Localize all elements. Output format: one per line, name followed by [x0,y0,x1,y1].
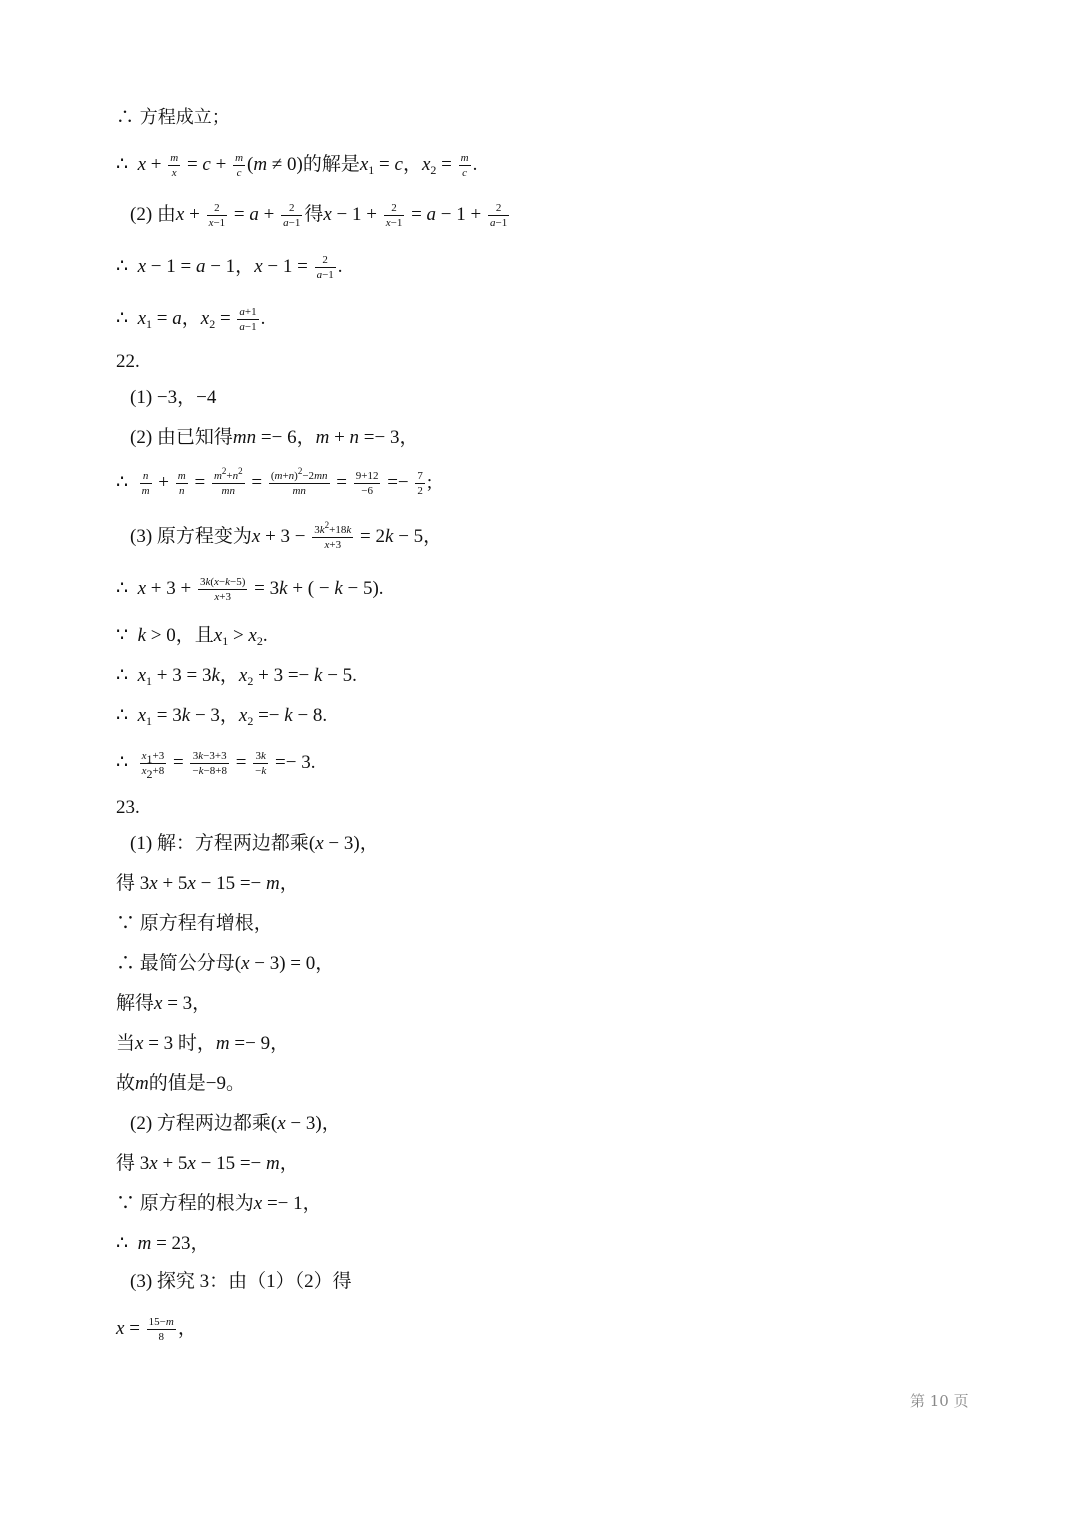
text-line: 当x = 3 时，m =− 9， [116,1033,290,1054]
text-line: ∵ 原方程的根为x =− 1， [116,1193,322,1214]
text-line: ∴ x + $\frac{m}{x}$ = c + $\frac{m}{c}$ (m ≠ 0)的解是$x_1 = c$，$x_2$ = $\frac{m}{c}$ . [116,152,478,179]
text-line: x = $\frac{15-m}{8}$ ， [116,1316,197,1343]
text-line: (1) −3，−4 [130,387,217,408]
page-number: 第 10 页 [910,1392,969,1410]
text-line: (3) 原方程变为x + 3 − $\frac{3k^2+18k}{x+3}$ = 2k − 5， [130,520,443,551]
text-line: ∴ 最简公分母(x − 3) = 0， [116,953,335,974]
text-line: ∵ 原方程有增根， [116,913,273,934]
text-line: ∴ $x_1 = a$，$x_2$ = $\frac{a+1}{a-1}$ . [116,306,266,333]
question-number: 22. [116,351,140,372]
text-line: (1) 解：方程两边都乘(x − 3)， [130,833,379,854]
text-line: ∴ m = 23， [116,1233,210,1254]
text-line: ∴ x − 1 = a − 1，x − 1 = $\frac{2}{a-1}$ . [116,254,343,281]
question-number: 23. [116,797,140,818]
text-line: (2) 由已知得mn =− 6，m + n =− 3， [130,427,419,448]
text-line: 故m的值是−9。 [116,1073,245,1094]
text-line: 解得x = 3， [116,993,212,1014]
text-line: ∴ $x_1 = 3k - 3$，$x_2 =- k - 8$. [116,705,328,728]
text-line: ∴ $\frac{x_1+3}{x_2+8}$ = $\frac{3k-3+3}{-k-8+8}$ = $\frac{3k}{-k}$ =− 3. [116,750,316,781]
text-line: 得 3x + 5x − 15 =− m， [116,1153,299,1174]
text-line: 得 3x + 5x − 15 =− m， [116,873,299,894]
text-line: (2) 由x + $\frac{2}{x-1}$ = a + $\frac{2}{a-1}$ 得x − 1 + $\frac{2}{x-1}$ = a − 1 + $\frac{2}{a-1}$ [130,202,508,229]
text-line: ∴ 方程成立； [116,107,230,128]
text-line: (2) 方程两边都乘(x − 3)， [130,1113,341,1134]
text-line: (3) 探究 3：由（1）（2）得 [130,1271,352,1292]
text-line: ∴ $x_1 + 3 = 3k$，$x_2 + 3 =- k - 5$. [116,665,357,688]
text-line: ∵ k > 0，且$x_1 > x_2$. [116,625,268,648]
text-line: ∴ $\frac{n}{m}$ + $\frac{m}{n}$ = $\frac{m^2+n^2}{mn}$ = $\frac{(m+n)^2-2mn}{mn}$ = $\frac{9+12}{-6}$ =− $\frac{7}{2}$ ; [116,466,433,497]
text-line: ∴ x + 3 + $\frac{3k(x-k-5)}{x+3}$ = 3k + ( − k − 5). [116,576,384,603]
